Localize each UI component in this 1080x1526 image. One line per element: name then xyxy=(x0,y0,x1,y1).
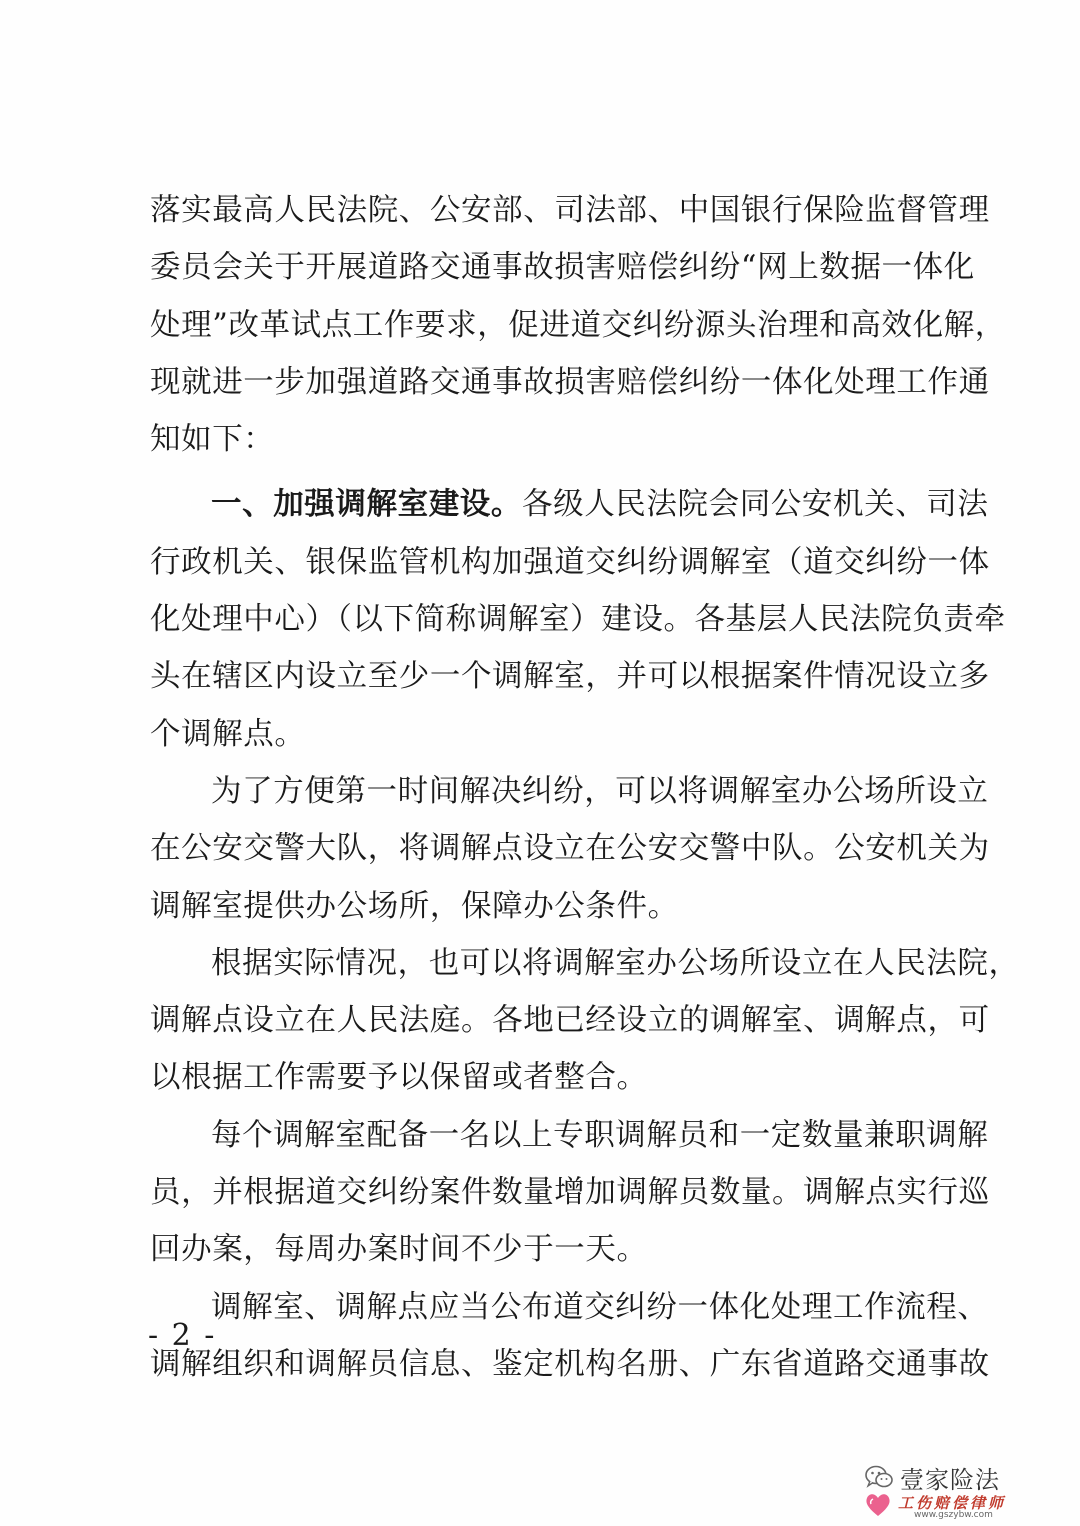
text-line: 调解组织和调解员信息、鉴定机构名册、广东省道路交通事故 xyxy=(150,1346,990,1382)
text-line: 在公安交警大队，将调解点设立在公安交警中队。公安机关为 xyxy=(150,831,990,867)
paragraph-first-line: 调解室、调解点应当公布道交纠纷一体化处理工作流程、 xyxy=(211,1289,989,1325)
text-line: 调解室提供办公场所，保障办公条件。 xyxy=(150,888,679,924)
watermark-url: www.gszybw.com xyxy=(914,1510,993,1520)
watermark-tagline: 工伤赔偿律师 xyxy=(898,1494,1007,1512)
wechat-icon xyxy=(864,1464,894,1490)
text-line: 处理”改革试点工作要求，促进道交纠纷源头治理和高效化解， xyxy=(150,307,1006,343)
page-number: - 2 - xyxy=(148,1318,217,1353)
text-line: 以根据工作需要予以保留或者整合。 xyxy=(150,1060,648,1096)
section-1-first-line-text: 各级人民法院会同公安机关、司法 xyxy=(522,487,989,523)
text-line: 化处理中心）（以下简称调解室）建设。各基层人民法院负责牵 xyxy=(150,602,1006,638)
paragraph-first-line: 根据实际情况，也可以将调解室办公场所设立在人民法院， xyxy=(211,945,1020,981)
text-line: 调解点设立在人民法庭。各地已经设立的调解室、调解点，可 xyxy=(150,1003,990,1039)
paragraph-first-line: 每个调解室配备一名以上专职调解员和一定数量兼职调解 xyxy=(211,1117,989,1153)
watermark-account-name: 壹家险法 xyxy=(900,1466,1000,1494)
heart-logo-icon xyxy=(864,1492,892,1518)
text-line: 个调解点。 xyxy=(150,716,306,752)
text-line: 回办案，每周办案时间不少于一天。 xyxy=(150,1232,648,1268)
text-line: 行政机关、银保监管机构加强道交纠纷调解室（道交纠纷一体 xyxy=(150,544,990,580)
watermark xyxy=(864,1462,1044,1522)
text-line: 知如下： xyxy=(150,422,275,458)
paragraph-first-line: 为了方便第一时间解决纠纷，可以将调解室办公场所设立 xyxy=(211,773,989,809)
text-line: 落实最高人民法院、公安部、司法部、中国银行保险监督管理 xyxy=(150,193,990,228)
section-1-heading: 一、加强调解室建设。 xyxy=(211,487,522,523)
text-line: 头在辖区内设立至少一个调解室，并可以根据案件情况设立多 xyxy=(150,659,990,695)
document-body xyxy=(150,182,1020,1393)
text-line: 委员会关于开展道路交通事故损害赔偿纠纷“网上数据一体化 xyxy=(150,250,975,286)
section-1-first-line xyxy=(150,476,989,533)
text-line: 现就进一步加强道路交通事故损害赔偿纠纷一体化处理工作通 xyxy=(150,364,990,400)
text-line: 员，并根据道交纠纷案件数量增加调解员数量。调解点实行巡 xyxy=(150,1175,990,1211)
